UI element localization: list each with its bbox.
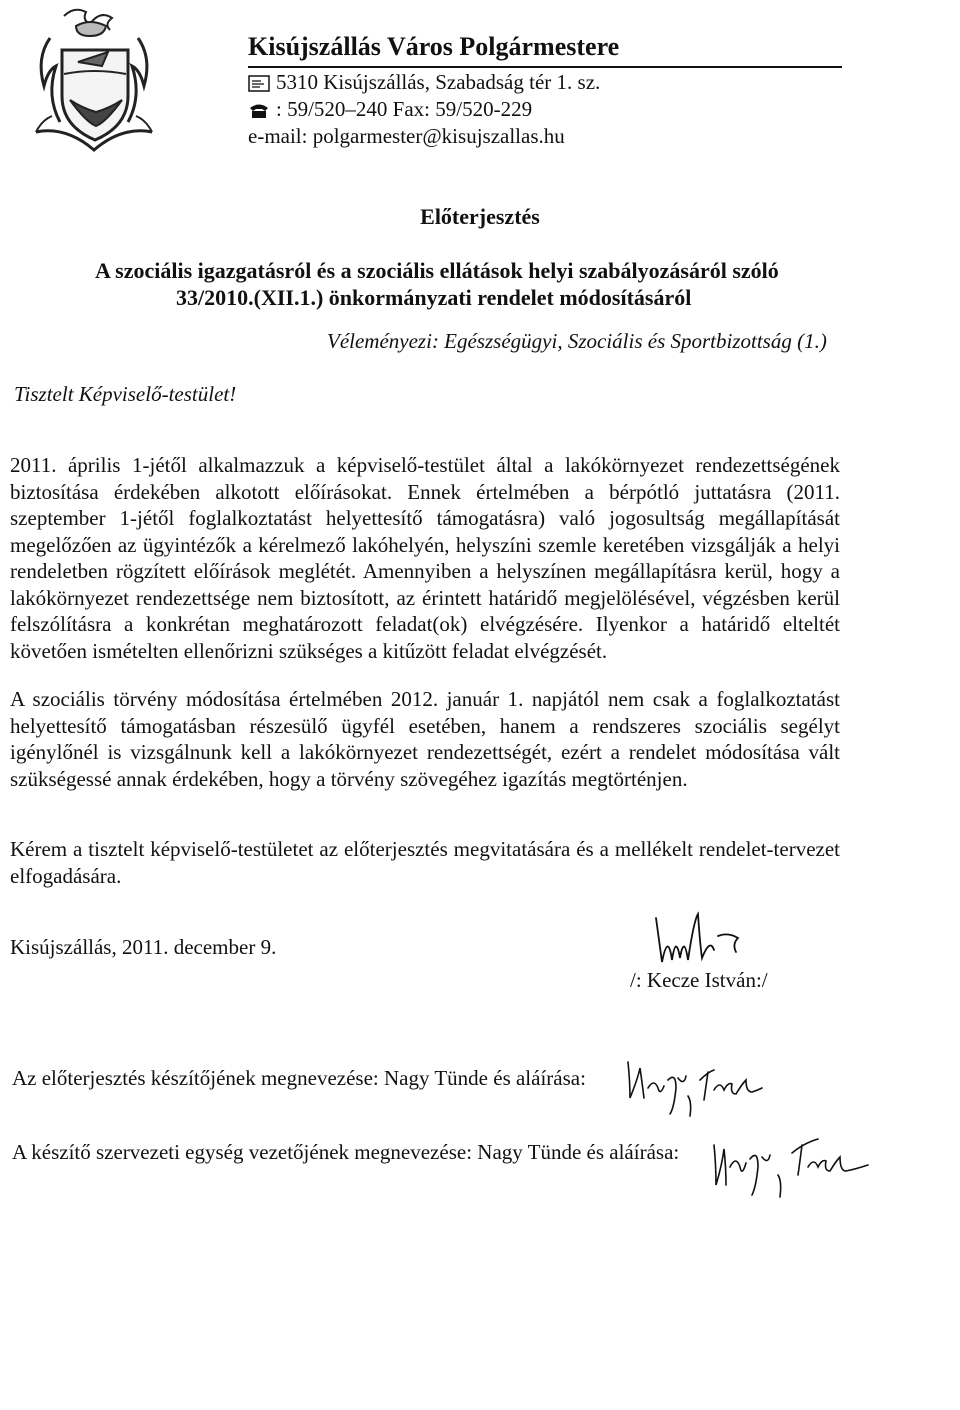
- phone-line: [248, 97, 532, 125]
- salutation: Tisztelt Képviselő-testület!: [14, 382, 237, 406]
- reviewer-note: Véleményezi: Egészségügyi, Szociális és Sportbizottság (1.): [327, 329, 827, 353]
- coat-of-arms-logo: [30, 4, 158, 154]
- document-heading: Előterjesztés: [420, 204, 540, 229]
- unit-head-line: A készítő szervezeti egység vezetőjének megnevezése: Nagy Tünde és aláírása:: [12, 1140, 680, 1164]
- mayor-signature: [648, 908, 798, 970]
- email-text: e-mail: polgarmester@kisujszallas.hu: [248, 124, 565, 148]
- place-date: Kisújszállás, 2011. december 9.: [10, 935, 277, 959]
- address-text: 5310 Kisújszállás, Szabadság tér 1. sz.: [276, 70, 601, 94]
- header-divider: [248, 66, 842, 68]
- address-line: [248, 70, 600, 98]
- envelope-icon: [248, 73, 270, 98]
- phone-text: : 59/520–240 Fax: 59/520-229: [276, 97, 533, 121]
- preparer-line: Az előterjesztés készítőjének megnevezése: Nagy Tünde és aláírása:: [12, 1066, 586, 1090]
- organization-title: Kisújszállás Város Polgármestere: [248, 32, 620, 61]
- body-paragraph: A szociális törvény módosítása értelmében 2012. január 1. napjától nem csak a foglalkoztatást helyettesítő támogatásban részesülő ügyfél esetében, hanem a rendszeres szociális segélyt igénylőnél is vizsgálnunk kell a lakókörnyezet rendezettségét, ezért a rendelet módosítása vált szükségessé annak érdekében, hogy a törvény szövegéhez igazítás megtörténjen.: [10, 687, 840, 791]
- subject-line-1: A szociális igazgatásról és a szociális ellátások helyi szabályozásáról szóló: [95, 258, 779, 283]
- unit-head-signature: [708, 1125, 878, 1210]
- preparer-signature: [622, 1050, 772, 1128]
- body-paragraph: Kérem a tisztelt képviselő-testületet az előterjesztés megvitatására és a mellékelt rendelet-tervezet elfogadására.: [10, 837, 840, 888]
- signer-name: /: Kecze István:/: [630, 968, 768, 992]
- telephone-icon: [248, 100, 270, 125]
- subject-line-2: 33/2010.(XII.1.) önkormányzati rendelet módosításáról: [176, 285, 692, 310]
- body-paragraph: 2011. április 1-jétől alkalmazzuk a képviselő-testület által a lakókörnyezet rendezettségének biztosítása érdekében alkotott előírásokat. Ennek értelmében a bérpótló juttatásra (2011. szeptember 1-jétől foglalkoztatást helyettesítő támogatásra) való jogosultság megállapítását megelőzően az ügyintézők a kérelmező lakóhelyén, helyszíni szemle keretében vizsgálják a helyi rendeletben rögzített előírások meglétét. Amennyiben a helyszínen megállapításra kerül, hogy a lakókörnyezet rendezettsége nem biztosított, az érintett határidő megjelölésével, végzésben kerül felszólításra a konkrétan meghatározott feladat(ok) elvégzésére. Ilyenkor a határidő elteltét követően ismételten ellenőrizni szükséges a kitűzött feladat elvégzését.: [10, 453, 840, 663]
